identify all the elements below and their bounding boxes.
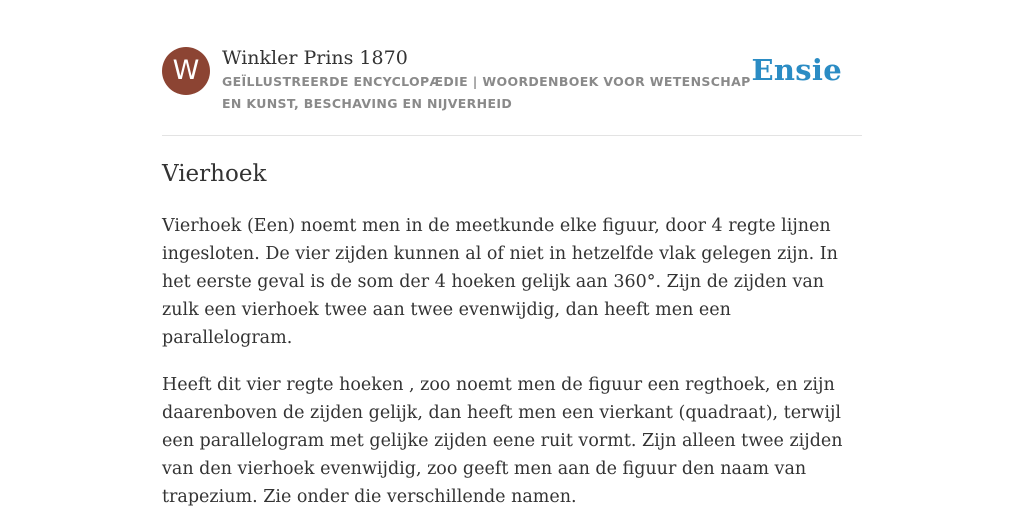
source-header <box>162 45 862 135</box>
entry-paragraph: Heeft dit vier regte hoeken , zoo noemt men de figuur een regthoek, en zijn daarenboven de zijden gelijk, dan heeft men een vierkant (quadraat), terwijl een parallelogram met gelijke zijden eene ruit vormt. Zijn alleen twee zijden van den vierhoek evenwijdig, zoo geeft men aan de figuur den naam van trapezium. Zie onder die verschillende namen. <box>162 375 843 507</box>
entry-body <box>162 212 862 512</box>
entry-title: Vierhoek <box>162 161 267 187</box>
brand-logo[interactable]: Ensie <box>751 53 842 87</box>
source-subtitle: GEÏLLUSTREERDE ENCYCLOPÆDIE | WOORDENBOEK VOOR WETENSCHAP EN KUNST, BESCHAVING EN NIJVERHEID <box>222 74 751 111</box>
source-avatar: W <box>162 47 210 95</box>
header-divider <box>162 135 862 136</box>
entry-paragraph: Vierhoek (Een) noemt men in de meetkunde elke figuur, door 4 regte lijnen ingesloten. De vier zijden kunnen al of niet in hetzelfde vlak gelegen zijn. In het eerste geval is de som der 4 hoeken gelijk aan 360°. Zijn de zijden van zulk een vierhoek twee aan twee evenwijdig, dan heeft men een parallelogram. <box>162 216 838 348</box>
source-title[interactable]: Winkler Prins 1870 <box>222 47 408 69</box>
